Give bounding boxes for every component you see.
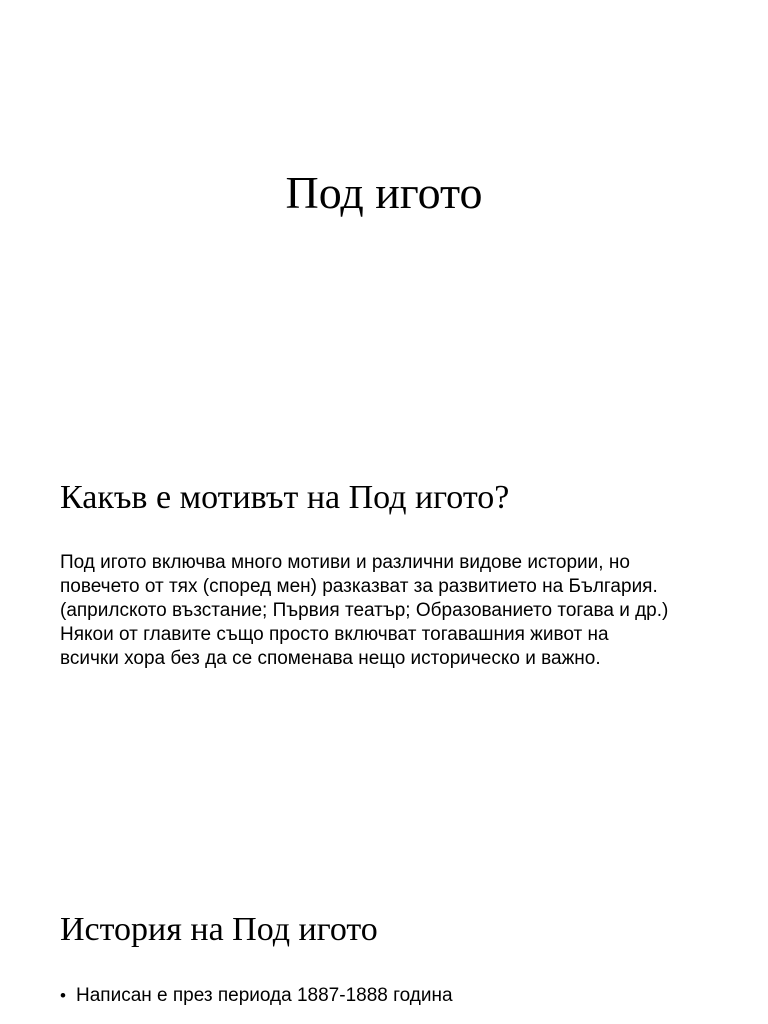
- list-item: [60, 984, 740, 1008]
- slide-title: Под игото: [285, 167, 483, 218]
- paragraph-line: повечето от тях (според мен) разказват за развитието на България.: [60, 576, 658, 597]
- bullet-icon: •: [60, 986, 66, 1005]
- paragraph-line: Под игото включва много мотиви и различни видове истории, но: [60, 552, 630, 573]
- paragraph-line: (априлското възстание; Първия театър; Образованието тогава и др.): [60, 600, 669, 621]
- paragraph-line: Някои от главите също просто включват тогавашния живот на: [60, 624, 609, 645]
- motive-paragraph: [60, 551, 740, 671]
- history-bullet-list: [60, 984, 740, 1008]
- list-item-text: Написан е през периода 1887-1888 година: [76, 985, 453, 1006]
- history-heading: История на Под игото: [60, 911, 378, 948]
- motive-heading: Какъв е мотивът на Под игото?: [60, 479, 510, 516]
- paragraph-line: всички хора без да се споменава нещо историческо и важно.: [60, 648, 601, 669]
